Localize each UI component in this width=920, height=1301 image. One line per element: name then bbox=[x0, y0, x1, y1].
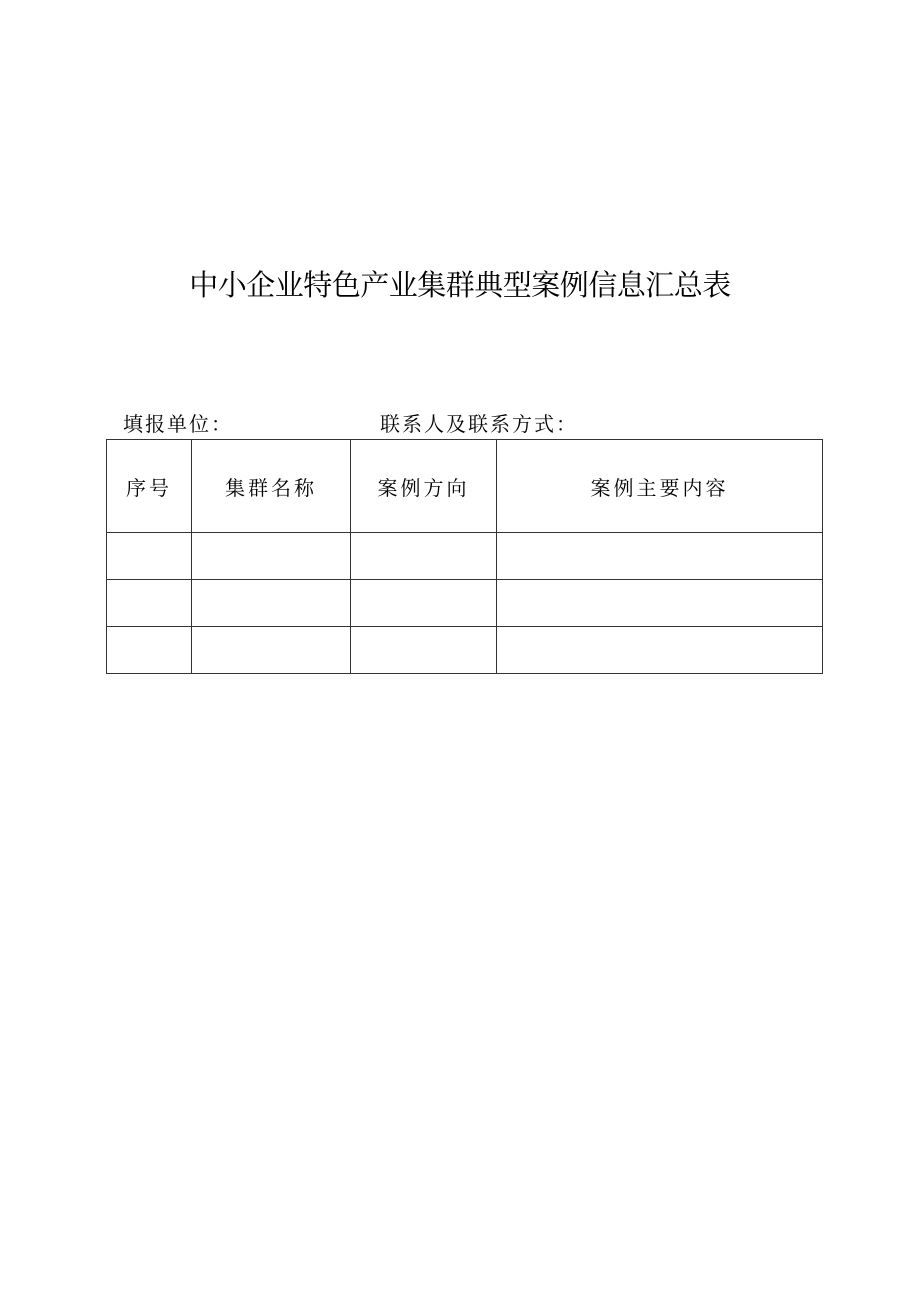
table-cell[interactable] bbox=[192, 627, 351, 674]
contact-info-label: 联系人及联系方式： bbox=[380, 412, 578, 436]
table-header-row bbox=[107, 440, 823, 533]
table-cell[interactable] bbox=[107, 580, 192, 627]
case-summary-table bbox=[106, 439, 823, 674]
reporting-unit-label: 填报单位： bbox=[123, 412, 233, 436]
table-cell[interactable] bbox=[107, 627, 192, 674]
header-cluster-name: 集群名称 bbox=[192, 440, 351, 533]
header-case-content: 案例主要内容 bbox=[497, 440, 823, 533]
table-cell[interactable] bbox=[497, 533, 823, 580]
table-cell[interactable] bbox=[192, 533, 351, 580]
table-cell[interactable] bbox=[351, 627, 497, 674]
table-cell[interactable] bbox=[351, 533, 497, 580]
table-cell[interactable] bbox=[351, 580, 497, 627]
page-title: 中小企业特色产业集群典型案例信息汇总表 bbox=[189, 268, 731, 302]
table-row bbox=[107, 627, 823, 674]
header-serial-number: 序号 bbox=[107, 440, 192, 533]
table-cell[interactable] bbox=[107, 533, 192, 580]
table-row bbox=[107, 533, 823, 580]
table-cell[interactable] bbox=[497, 627, 823, 674]
table-row bbox=[107, 580, 823, 627]
table-cell[interactable] bbox=[192, 580, 351, 627]
table-cell[interactable] bbox=[497, 580, 823, 627]
header-case-direction: 案例方向 bbox=[351, 440, 497, 533]
